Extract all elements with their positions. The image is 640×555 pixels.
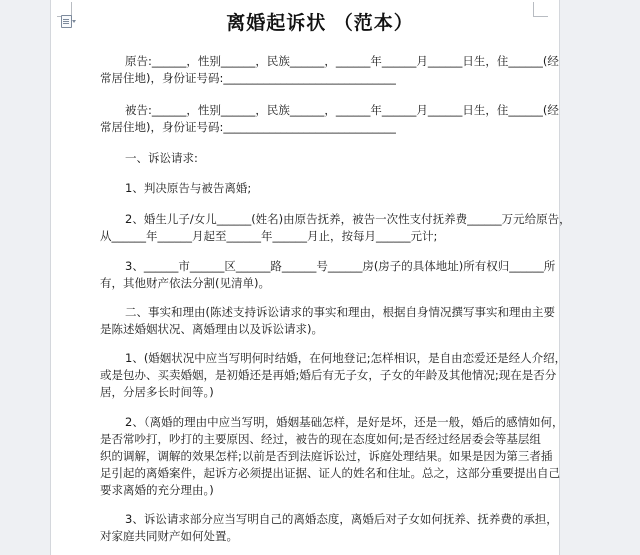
- claim-item: 从______年______月起至______年______月止，按每月______元计;: [100, 229, 438, 243]
- facts-paragraph: 要求离婚的充分理由。): [100, 483, 214, 497]
- facts-paragraph: 1、(婚姻状况中应当写明何时结婚，在何地登记;怎样相识，是自由恋爱还是经人介绍，: [125, 351, 567, 365]
- claim-item: 1、判决原告与被告离婚;: [125, 181, 252, 195]
- facts-paragraph: 或是包办、买卖婚姻，是初婚还是再婚;婚后有无子女，子女的年龄及其他情况;现在是否分: [100, 368, 557, 382]
- facts-paragraph: 2、（离婚的理由中应当写明，婚姻基础怎样，是好是坏，还是一般，婚后的感情如何，: [125, 415, 564, 429]
- page-title: 离婚起诉状 （范本）: [226, 12, 414, 34]
- facts-paragraph: 对家庭共同财产如何处置。: [100, 529, 238, 543]
- facts-paragraph: 织的调解，调解的效果怎样;以前是否到法庭诉讼过，诉庭处理结果。如果是因为第三者插: [100, 449, 553, 463]
- claim-item: 2、婚生儿子/女儿______(姓名)由原告抚养，被告一次性支付抚养费______万元给原告，: [125, 212, 571, 226]
- plaintiff-line: 原告:______，性别______，民族______，______年______月______日生，住______(经: [125, 54, 559, 68]
- facts-paragraph: 足引起的离婚案件，起诉方必须提出证据、证人的姓名和住址。总之，这部分重要提出自己: [100, 466, 560, 480]
- facts-paragraph: 3、诉讼请求部分应当写明自己的离婚态度，离婚后对子女如何抚养、抚养费的承担，: [125, 512, 558, 526]
- facts-paragraph: 是否常吵打，吵打的主要原因、经过，被告的现在态度如何;是否经过经居委会等基层组: [100, 432, 541, 446]
- section-heading-claims: 一、诉讼请求:: [125, 151, 198, 165]
- claim-item: 有，其他财产依法分割(见清单)。: [100, 276, 270, 290]
- facts-paragraph: 居，分居多长时间等。): [100, 385, 214, 399]
- claim-item: 3、______市______区______路______号______房(房子的具体地址)所有权归______所: [125, 259, 556, 273]
- defendant-line: 常居住地)，身份证号码:______________________________: [100, 120, 396, 134]
- section-heading-facts: 是陈述婚姻状况、离婚理由以及诉讼请求)。: [100, 322, 323, 336]
- section-heading-facts: 二、事实和理由(陈述支持诉讼请求的事实和理由，根据自身情况撰写事实和理由主要: [125, 305, 555, 319]
- defendant-line: 被告:______，性别______，民族______，______年______月______日生，住______(经: [125, 103, 559, 117]
- plaintiff-line: 常居住地)，身份证号码:______________________________: [100, 71, 396, 85]
